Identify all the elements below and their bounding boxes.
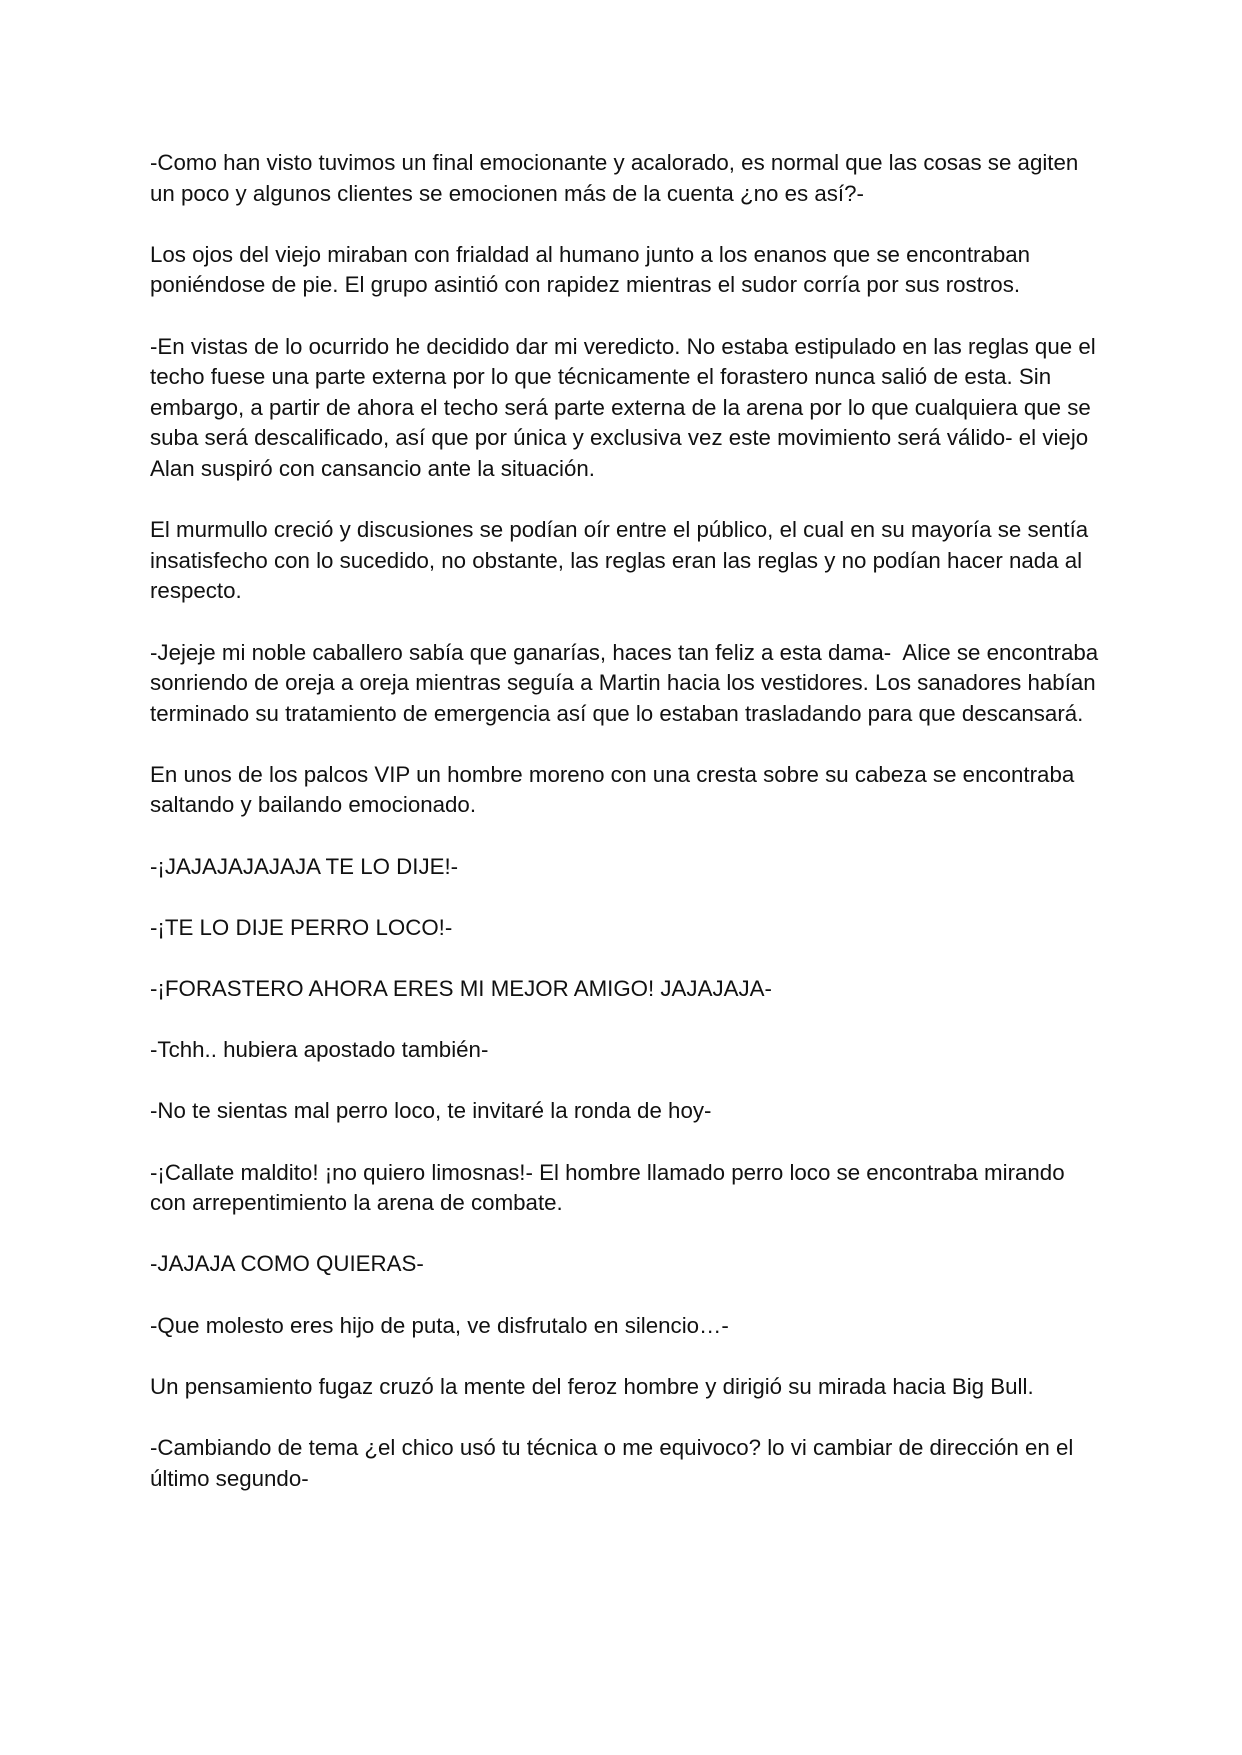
- paragraph: -Cambiando de tema ¿el chico usó tu técnica o me equivoco? lo vi cambiar de dirección en el último segundo-: [150, 1434, 1080, 1491]
- dialogue-line: -Que molesto eres hijo de puta, ve disfrutalo en silencio…-: [150, 1312, 729, 1338]
- dialogue-line: -¡JAJAJAJAJAJA TE LO DIJE!-: [150, 853, 459, 879]
- paragraph: -¡Callate maldito! ¡no quiero limosnas!- El hombre llamado perro loco se encontraba mirando con arrepentimiento la arena de combate.: [150, 1159, 1071, 1216]
- dialogue-line: -JAJAJA COMO QUIERAS-: [150, 1251, 424, 1277]
- paragraph: -Jejeje mi noble caballero sabía que ganarías, haces tan feliz a esta dama- Alice se encontraba sonriendo de oreja a oreja mientras seguía a Martin hacia los vestidores. Los sanadores habían terminado su tratamiento de emergencia así que lo estaban trasladando para que descansará.: [150, 639, 1105, 726]
- paragraph: Los ojos del viejo miraban con frialdad al humano junto a los enanos que se encontraban poniéndose de pie. El grupo asintió con rapidez mientras el sudor corría por sus rostros.: [150, 241, 1037, 298]
- paragraph: En unos de los palcos VIP un hombre moreno con una cresta sobre su cabeza se encontraba saltando y bailando emocionado.: [150, 761, 1081, 818]
- dialogue-line: -¡TE LO DIJE PERRO LOCO!-: [150, 914, 453, 940]
- paragraph: -En vistas de lo ocurrido he decidido dar mi veredicto. No estaba estipulado en las reglas que el techo fuese una parte externa por lo que técnicamente el forastero nunca salió de esta. Sin embargo, a partir de ahora el techo será parte externa de la arena por lo que cualquiera que se suba será descalificado, así que por única y exclusiva vez este movimiento será válido- el viejo Alan suspiró con cansancio ante la situación.: [150, 333, 1102, 481]
- dialogue-line: -Tchh.. hubiera apostado también-: [150, 1037, 489, 1063]
- document-body: [150, 148, 1105, 1525]
- paragraph: Un pensamiento fugaz cruzó la mente del feroz hombre y dirigió su mirada hacia Big Bull.: [150, 1373, 1034, 1399]
- paragraph: -Como han visto tuvimos un final emocionante y acalorado, es normal que las cosas se agiten un poco y algunos clientes se emocionen más de la cuenta ¿no es así?-: [150, 150, 1085, 206]
- dialogue-line: -No te sientas mal perro loco, te invitaré la ronda de hoy-: [150, 1098, 712, 1124]
- dialogue-line: -¡FORASTERO AHORA ERES MI MEJOR AMIGO! JAJAJAJA-: [150, 976, 772, 1002]
- paragraph: El murmullo creció y discusiones se podían oír entre el público, el cual en su mayoría se sentía insatisfecho con lo sucedido, no obstante, las reglas eran las reglas y no podían hacer nada al respecto.: [150, 517, 1095, 604]
